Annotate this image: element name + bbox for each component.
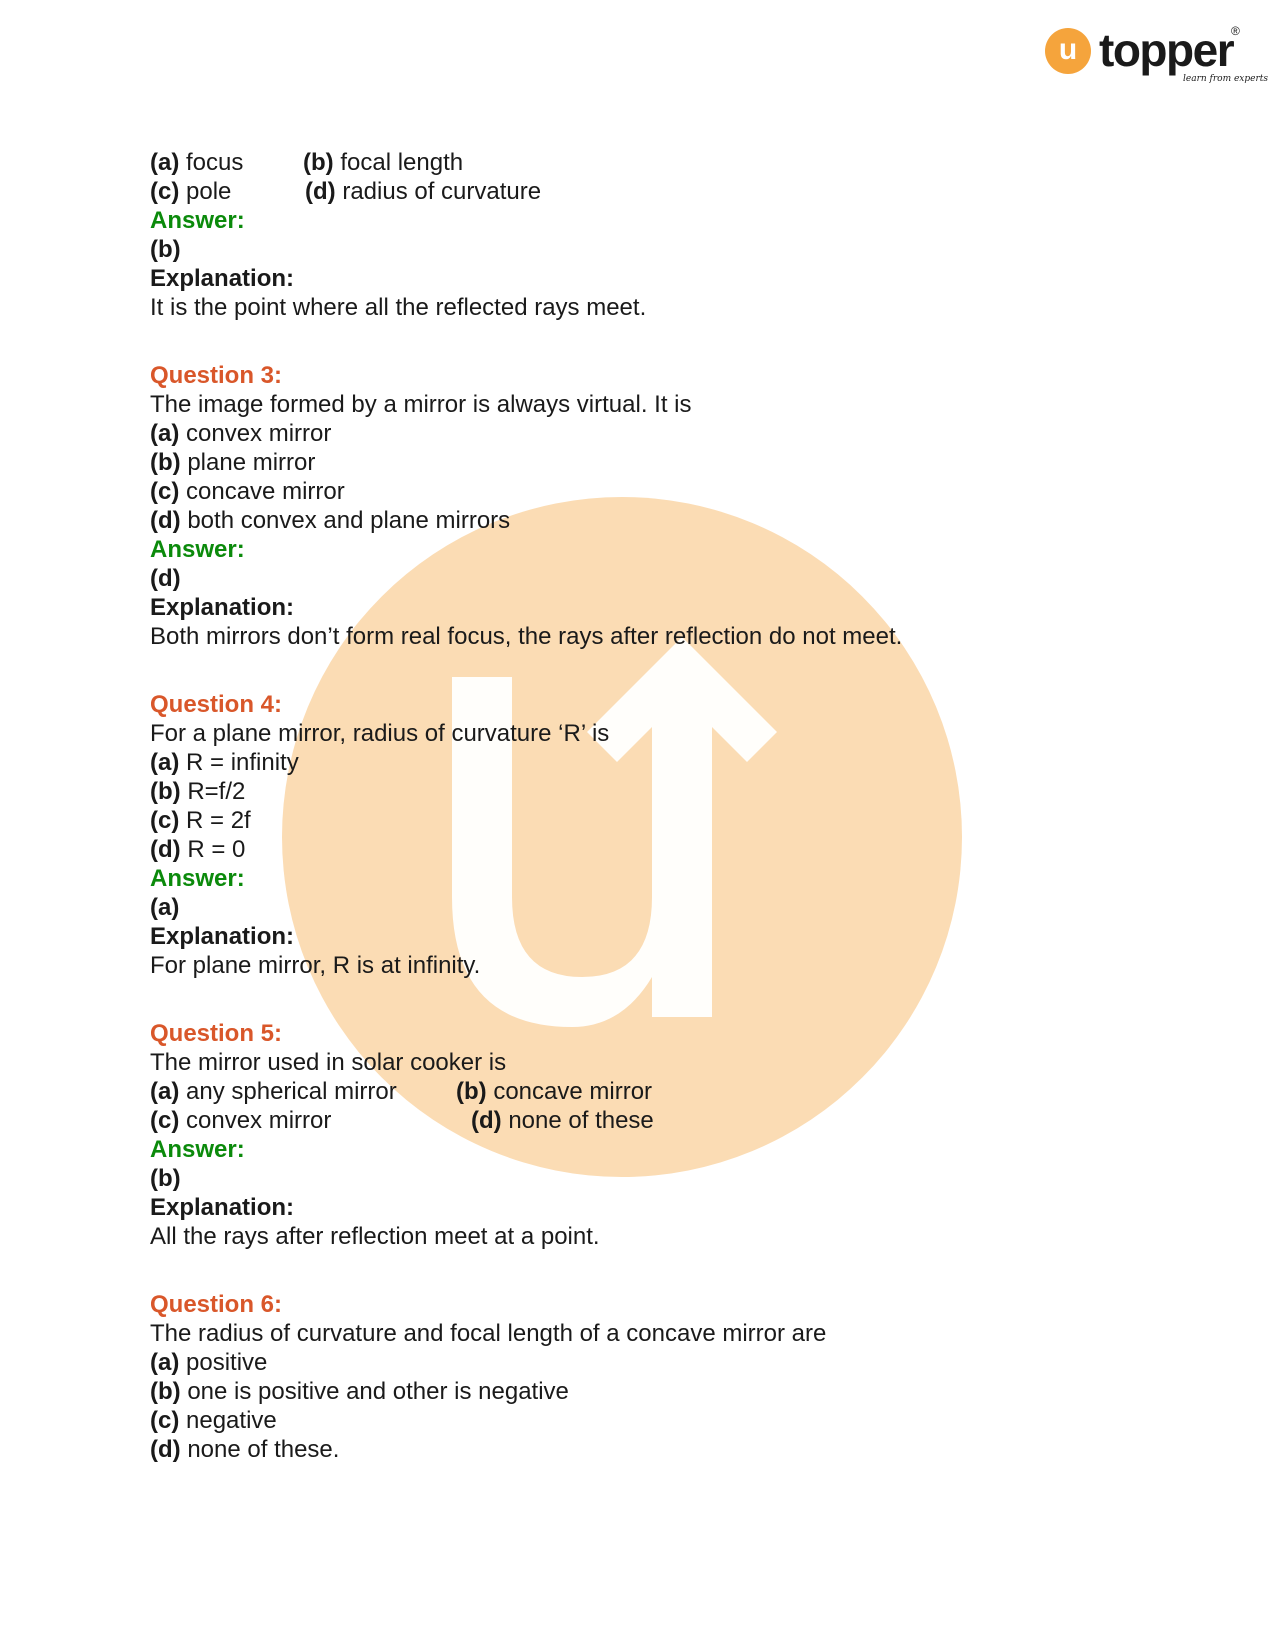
- explanation-text: All the rays after reflection meet at a point.: [150, 1223, 600, 1250]
- option-row: [150, 448, 1150, 477]
- option-label: (c): [150, 807, 180, 834]
- option-label: (b): [303, 149, 334, 176]
- option-text: R=f/2: [187, 778, 246, 805]
- answer-value: (a): [150, 894, 180, 921]
- explanation-text: Both mirrors don’t form real focus, the rays after reflection do not meet.: [150, 623, 903, 650]
- option-text: none of these: [508, 1107, 654, 1134]
- option-row: [150, 419, 1150, 448]
- option-row: [150, 177, 1150, 206]
- registered-mark: ®: [1231, 24, 1240, 38]
- brand-wordmark: topper: [1099, 24, 1234, 76]
- explanation-heading: Explanation:: [150, 594, 295, 621]
- brand-tagline: learn from experts: [1183, 74, 1269, 84]
- option-text: R = infinity: [186, 749, 299, 776]
- option-row: [150, 777, 1150, 806]
- option-label: (d): [150, 836, 181, 863]
- option-text: convex mirror: [186, 420, 332, 447]
- question-title: Question 6:: [150, 1291, 283, 1318]
- option-label: (b): [150, 778, 181, 805]
- question-text: The image formed by a mirror is always virtual. It is: [150, 391, 692, 418]
- question-title: Question 3:: [150, 362, 283, 389]
- option-label: (b): [456, 1078, 487, 1105]
- option-label: (a): [150, 149, 180, 176]
- question-text: The mirror used in solar cooker is: [150, 1049, 507, 1076]
- question-content: [150, 148, 1150, 1464]
- option-text: none of these.: [187, 1436, 340, 1463]
- option-row: [150, 1406, 1150, 1435]
- option-label: (b): [150, 1378, 181, 1405]
- option-label: (b): [150, 449, 181, 476]
- option-text: positive: [186, 1349, 268, 1376]
- explanation-text: For plane mirror, R is at infinity.: [150, 952, 481, 979]
- option-label: (a): [150, 1349, 180, 1376]
- question-text: The radius of curvature and focal length of a concave mirror are: [150, 1320, 827, 1347]
- explanation-heading: Explanation:: [150, 1194, 295, 1221]
- answer-value: (d): [150, 565, 181, 592]
- option-label: (a): [150, 749, 180, 776]
- explanation-heading: Explanation:: [150, 923, 295, 950]
- option-text: both convex and plane mirrors: [187, 507, 511, 534]
- option-row: [150, 748, 1150, 777]
- option-text: R = 2f: [186, 807, 251, 834]
- option-label: (c): [150, 478, 180, 505]
- option-label: (d): [150, 1436, 181, 1463]
- answer-heading: Answer:: [150, 865, 245, 892]
- option-label: (d): [305, 178, 336, 205]
- option-text: R = 0: [187, 836, 246, 863]
- question-text: For a plane mirror, radius of curvature ‘R’ is: [150, 720, 610, 747]
- option-label: (d): [471, 1107, 502, 1134]
- option-row: [150, 835, 1150, 864]
- option-row: [150, 477, 1150, 506]
- option-label: (c): [150, 1407, 180, 1434]
- option-text: negative: [186, 1407, 277, 1434]
- option-row: [150, 1106, 1150, 1135]
- option-label: (a): [150, 420, 180, 447]
- option-row: [150, 1348, 1150, 1377]
- answer-value: (b): [150, 236, 181, 263]
- option-row: [150, 1435, 1150, 1464]
- option-text: plane mirror: [187, 449, 316, 476]
- option-label: (d): [150, 507, 181, 534]
- answer-heading: Answer:: [150, 1136, 245, 1163]
- question-title: Question 4:: [150, 691, 283, 718]
- option-text: pole: [186, 178, 232, 205]
- explanation-text: It is the point where all the reflected rays meet.: [150, 294, 647, 321]
- option-label: (c): [150, 178, 180, 205]
- brand-badge-icon: u: [1045, 28, 1091, 74]
- option-row: [150, 148, 1150, 177]
- option-text: concave mirror: [493, 1078, 653, 1105]
- option-text: one is positive and other is negative: [187, 1378, 569, 1405]
- option-text: focal length: [340, 149, 464, 176]
- option-row: [150, 806, 1150, 835]
- option-text: radius of curvature: [342, 178, 542, 205]
- option-text: convex mirror: [186, 1107, 332, 1134]
- option-row: [150, 506, 1150, 535]
- answer-value: (b): [150, 1165, 181, 1192]
- question-title: Question 5:: [150, 1020, 283, 1047]
- option-text: concave mirror: [186, 478, 345, 505]
- option-label: (c): [150, 1107, 180, 1134]
- explanation-heading: Explanation:: [150, 265, 295, 292]
- option-text: any spherical mirror: [186, 1078, 397, 1105]
- option-row: [150, 1077, 1150, 1106]
- option-label: (a): [150, 1078, 180, 1105]
- option-row: [150, 1377, 1150, 1406]
- answer-heading: Answer:: [150, 207, 245, 234]
- answer-heading: Answer:: [150, 536, 245, 563]
- option-text: focus: [186, 149, 244, 176]
- brand-logo: [1045, 22, 1269, 92]
